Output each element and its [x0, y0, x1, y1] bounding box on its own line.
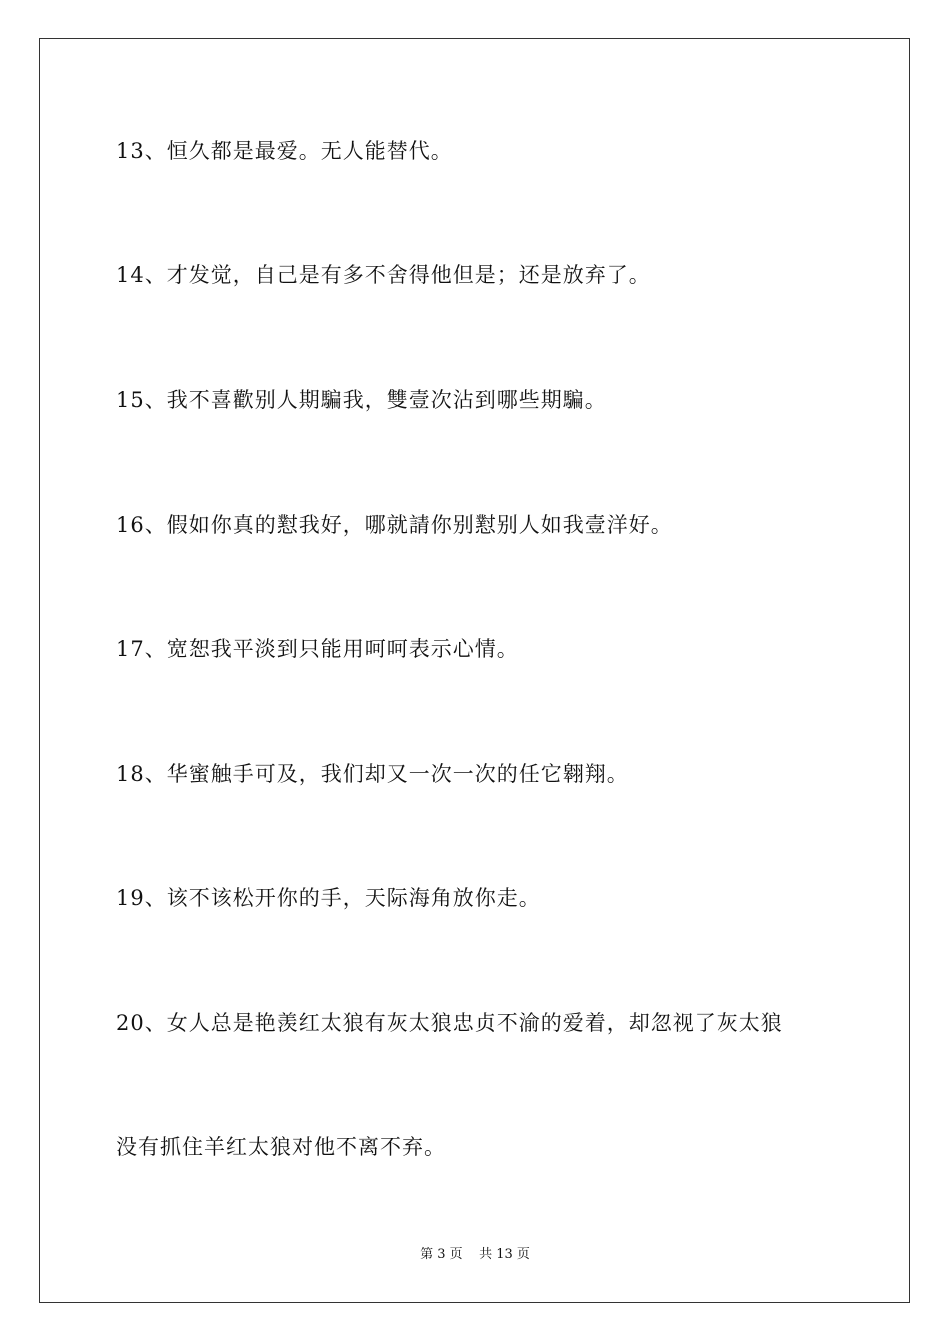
text-line-13: 13、恒久都是最爱。无人能替代。 — [116, 139, 453, 163]
text-line-20a: 20、女人总是艳羡红太狼有灰太狼忠贞不渝的爱着，却忽视了灰太狼 — [116, 1011, 783, 1035]
page-number-footer: 第 3 页 共 13 页 — [420, 1247, 530, 1262]
page-border — [39, 38, 910, 1303]
text-line-19: 19、该不该松开你的手，天际海角放你走。 — [116, 886, 541, 910]
text-line-17: 17、宽恕我平淡到只能用呵呵表示心情。 — [116, 637, 519, 661]
text-line-15: 15、我不喜歡别人期騙我，雙壹次沾到哪些期騙。 — [116, 388, 607, 412]
text-line-20b: 没有抓住羊红太狼对他不离不弃。 — [116, 1135, 446, 1159]
text-line-14: 14、才发觉，自己是有多不舍得他但是；还是放弃了。 — [116, 263, 651, 287]
text-line-18: 18、华蜜触手可及，我们却又一次一次的任它翱翔。 — [116, 762, 629, 786]
text-line-16: 16、假如你真的懟我好，哪就請你别懟别人如我壹洋好。 — [116, 513, 673, 537]
